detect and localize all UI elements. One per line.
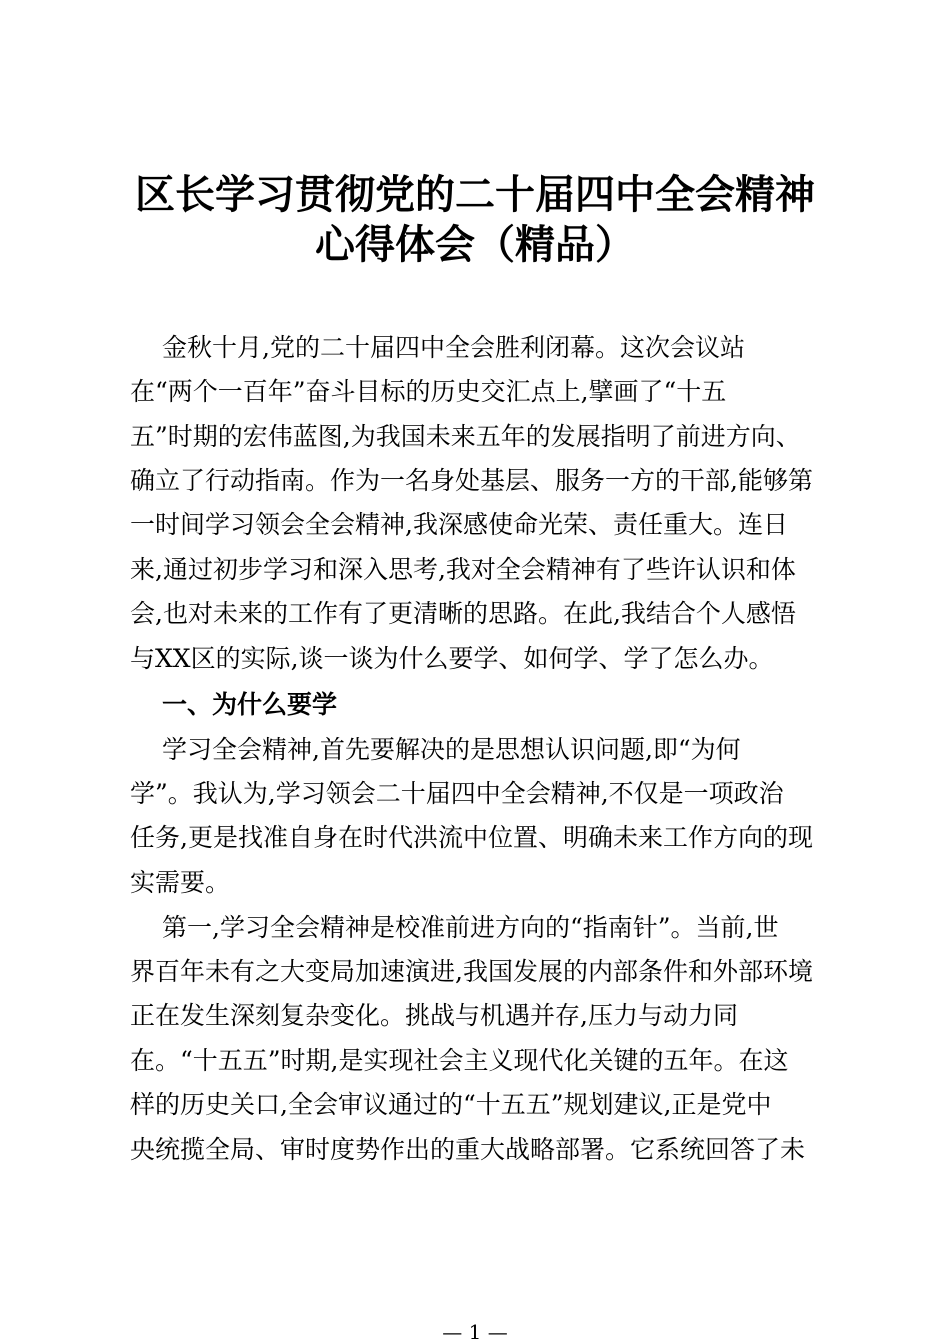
body-text-line: 一时间学习领会全会精神,我深感使命光荣、责任重大。连日 (130, 510, 788, 539)
body-text-line: 在“两个一百年”奋斗目标的历史交汇点上,擘画了“十五 (130, 377, 727, 406)
body-text-line: 确立了行动指南。作为一名身处基层、服务一方的干部,能够第 (130, 466, 813, 495)
body-text-line: 金秋十月,党的二十届四中全会胜利闭幕。这次会议站 (162, 333, 745, 362)
body-text-line: 央统揽全局、审时度势作出的重大战略部署。它系统回答了未 (130, 1135, 806, 1164)
body-text-line: 与XX区的实际,谈一谈为什么要学、如何学、学了怎么办。 (130, 644, 774, 673)
body-text-line: 界百年未有之大变局加速演进,我国发展的内部条件和外部环境 (130, 957, 813, 986)
body-text-line: 五”时期的宏伟蓝图,为我国未来五年的发展指明了前进方向、 (130, 422, 801, 451)
body-text-line: 来,通过初步学习和深入思考,我对全会精神有了些许认识和体 (130, 555, 796, 584)
document-title-line-1: 区长学习贯彻党的二十届四中全会精神 (135, 172, 815, 218)
page-number: — 1 — (442, 1320, 508, 1344)
body-text-line: 学习全会精神,首先要解决的是思想认识问题,即“为何 (162, 735, 741, 764)
body-text-line: 任务,更是找准自身在时代洪流中位置、明确未来工作方向的现 (130, 823, 813, 852)
body-text-line: 正在发生深刻复杂变化。挑战与机遇并存,压力与动力同 (130, 1001, 738, 1030)
body-text-line: 会,也对未来的工作有了更清晰的思路。在此,我结合个人感悟 (130, 599, 796, 628)
body-text-line: 第一,学习全会精神是校准前进方向的“指南针”。当前,世 (162, 913, 779, 942)
section-heading: 一、为什么要学 (162, 690, 338, 719)
document-title-line-2: 心得体会（精品） (315, 222, 635, 268)
body-text-line: 样的历史关口,全会审议通过的“十五五”规划建议,正是党中 (130, 1090, 772, 1119)
body-text-line: 实需要。 (130, 868, 231, 897)
body-text-line: 在。“十五五”时期,是实现社会主义现代化关键的五年。在这 (130, 1046, 789, 1075)
body-text-line: 学”。我认为,学习领会二十届四中全会精神,不仅是一项政治 (130, 779, 784, 808)
